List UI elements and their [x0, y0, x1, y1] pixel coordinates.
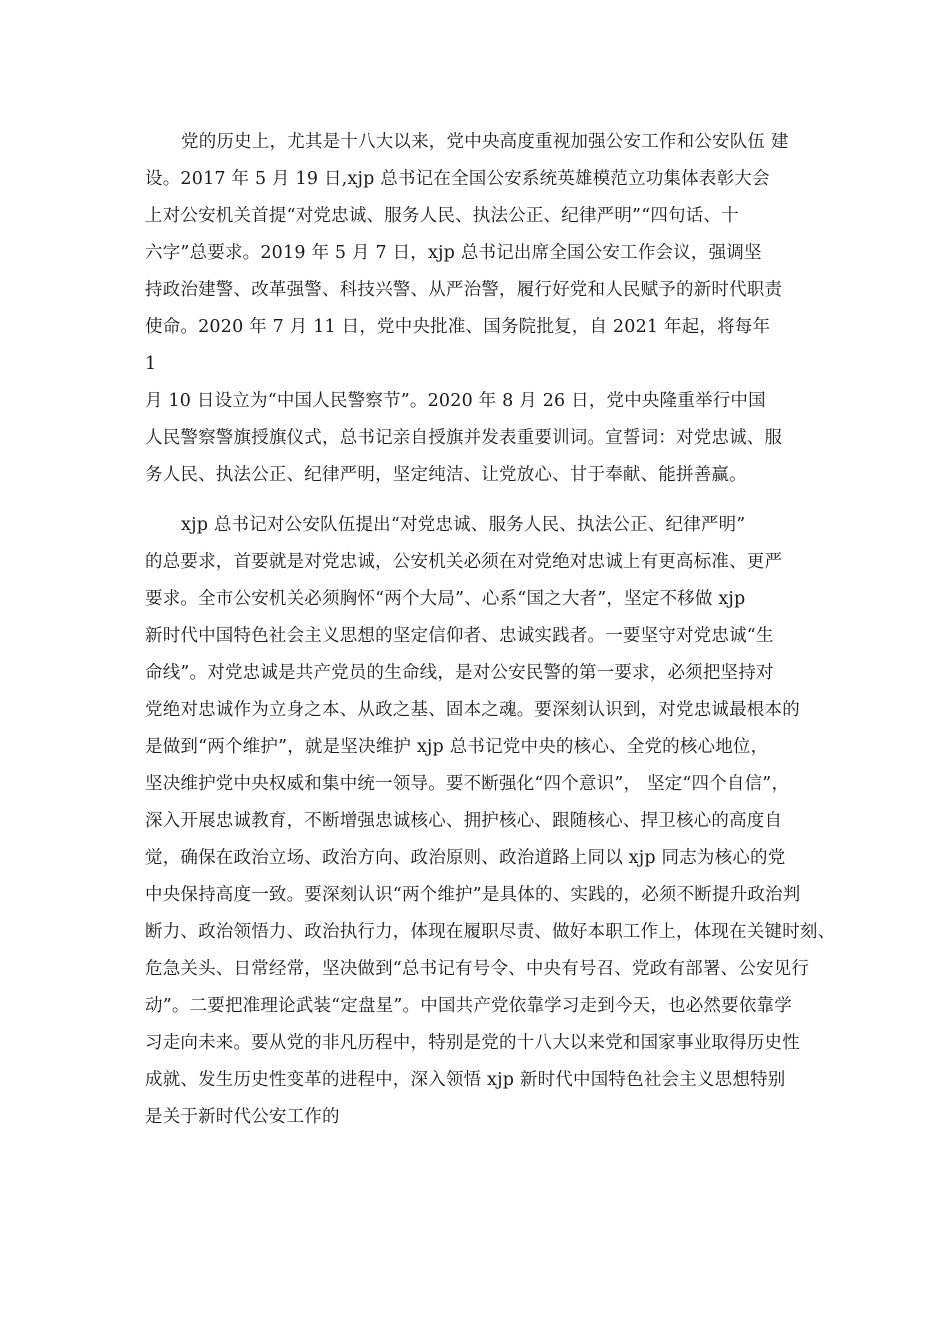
- text-line: 深入开展忠诚教育，不断增强忠诚核心、拥护核心、跟随核心、捍卫核心的高度自: [145, 811, 783, 831]
- text-line: 1: [145, 354, 157, 374]
- text-line: 设。2017 年 5 月 19 日,xjp 总书记在全国公安系统英雄模范立功集体表彰大会: [145, 169, 770, 189]
- text-line: 断力、政治领悟力、政治执行力，体现在履职尽责、做好本职工作上，体现在关键时刻、: [145, 922, 836, 942]
- text-line: 中央保持高度一致。要深刻认识“两个维护”是具体的、实践的，必须不断提升政治判: [145, 885, 801, 905]
- paragraph-1: [145, 124, 825, 494]
- text-line: 月 10 日设立为“中国人民警察节”。2020 年 8 月 26 日，党中央隆重举行中国: [145, 391, 766, 411]
- text-line: 新时代中国特色社会主义思想的坚定信仰者、忠诚实践者。一要坚守对党忠诚“生: [145, 626, 774, 646]
- text-line: 持政治建警、改革强警、科技兴警、从严治警，履行好党和人民赋予的新时代职责: [145, 280, 783, 300]
- text-line: 是做到“两个维护”，就是坚决维护 xjp 总书记党中央的核心、全党的核心地位，: [145, 737, 769, 757]
- paragraph-2: [145, 507, 836, 1136]
- text-line: 是关于新时代公安工作的: [145, 1107, 340, 1127]
- text-line: 上对公安机关首提“对党忠诚、服务人民、执法公正、纪律严明”“四句话、十: [145, 206, 739, 226]
- text-line: 坚决维护党中央权威和集中统一领导。要不断强化“四个意识”， 坚定“四个自信”，: [145, 774, 790, 794]
- text-line: 成就、发生历史性变革的进程中，深入领悟 xjp 新时代中国特色社会主义思想特别: [145, 1070, 786, 1090]
- text-line: 的总要求，首要就是对党忠诚，公安机关必须在对党绝对忠诚上有更高标准、更严: [145, 552, 783, 572]
- text-line: 动”。二要把准理论武装“定盘星”。中国共产党依靠学习走到今天，也必然要依靠学: [145, 996, 792, 1016]
- text-line: 人民警察警旗授旗仪式，总书记亲自授旗并发表重要训词。宣誓词：对党忠诚、服: [145, 428, 783, 448]
- text-line: 觉，确保在政治立场、政治方向、政治原则、政治道路上同以 xjp 同志为核心的党: [145, 848, 786, 868]
- text-line: 六字”总要求。2019 年 5 月 7 日，xjp 总书记出席全国公安工作会议，强调坚: [145, 243, 762, 263]
- text-line: 命线”。对党忠诚是共产党员的生命线，是对公安民警的第一要求，必须把坚持对: [145, 663, 774, 683]
- text-line: 党的历史上，尤其是十八大以来，党中央高度重视加强公安工作和公安队伍 建: [181, 132, 789, 152]
- text-line: 要求。全市公安机关必须胸怀“两个大局”、心系“国之大者”，坚定不移做 xjp: [145, 589, 746, 609]
- text-line: 习走向未来。要从党的非凡历程中，特别是党的十八大以来党和国家事业取得历史性: [145, 1033, 800, 1053]
- text-line: 使命。2020 年 7 月 11 日，党中央批准、国务院批复，自 2021 年起，将每年: [145, 317, 771, 337]
- text-line: 危急关头、日常经常，坚决做到“总书记有号令、中央有号召、党政有部署、公安见行: [145, 959, 810, 979]
- text-line: 务人民、执法公正、纪律严明，坚定纯洁、让党放心、甘于奉献、能拼善赢。: [145, 465, 747, 485]
- text-line: 党绝对忠诚作为立身之本、从政之基、固本之魂。要深刻认识到，对党忠诚最根本的: [145, 700, 800, 720]
- text-line: xjp 总书记对公安队伍提出“对党忠诚、服务人民、执法公正、纪律严明”: [181, 515, 746, 535]
